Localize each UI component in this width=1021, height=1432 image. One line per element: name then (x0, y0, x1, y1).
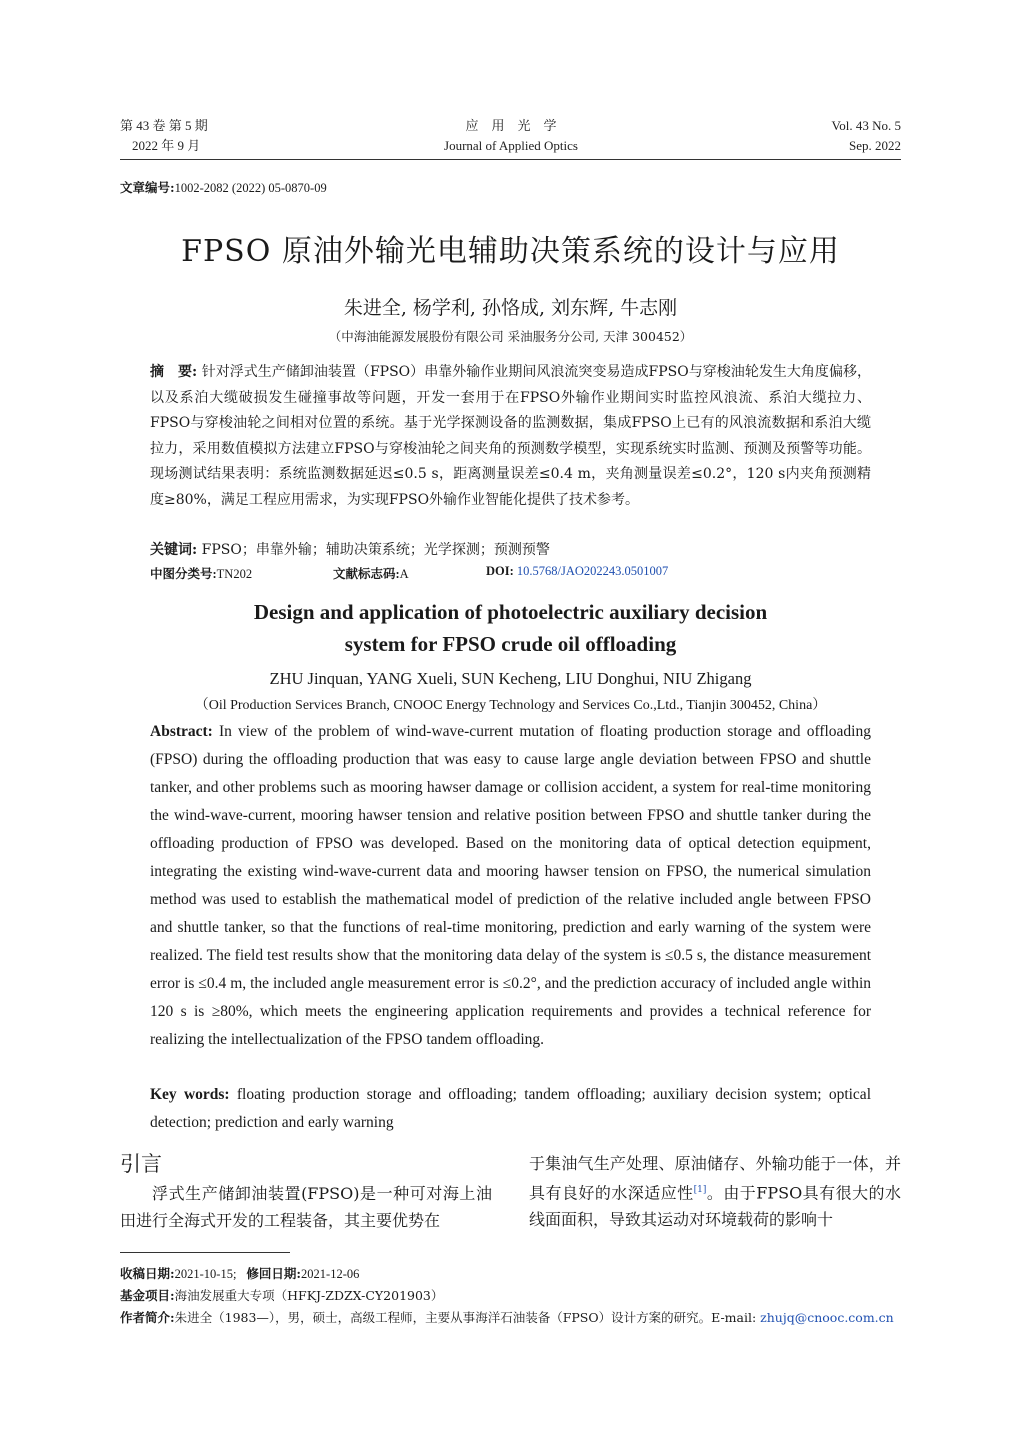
article-number (120, 178, 327, 196)
header-volume-issue: 第 43 卷 第 5 期 (120, 118, 208, 133)
keywords-en-text: floating production storage and offloading; tandem offloading; auxiliary decision system; optical detection; prediction and early warning (150, 1086, 871, 1131)
bio-value: 朱进全（1983—），男，硕士，高级工程师，主要从事海洋石油装备（FPSO）设计方案的研究。E-mail: (174, 1310, 761, 1325)
header-vol-no: Vol. 43 No. 5 (831, 118, 901, 133)
doc-code-label: 文献标志码: (333, 567, 400, 581)
header-journal (400, 116, 622, 156)
doc-code-value: A (399, 567, 409, 581)
affiliation-cn: （中海油能源发展股份有限公司 采油服务分公司, 天津 300452） (328, 329, 693, 344)
clc-number (150, 564, 252, 582)
received-value: 2021-10-15; (174, 1267, 237, 1281)
header-date-cn: 2022 年 9 月 (132, 138, 201, 153)
abstract-en-text: In view of the problem of wind-wave-current mutation of floating production storage and offloading (FPSO) during the offloading production that was easy to cause large angle deviation between FPSO and shuttle tanker, and other problems such as mooring hawser damage or collision accident, a system for real-time monitoring the wind-wave-current, mooring hawser tension and relative position between FPSO and shuttle tanker during the offloading production of FPSO was developed. Based on the monitoring data of optical detection equipment, integrating the existing wind-wave-current data and mooring hawser tension on FPSO, the numerical simulation method was used to establish the mathematical model of prediction of the relative included angle between FPSO and shuttle tanker, so that the functions of real-time monitoring, prediction and early warning of the system were realized. The field test results show that the monitoring data delay of the system is ≤0.5 s, the distance measurement error is ≤0.4 m, the included angle measurement error is ≤0.2°, and the prediction accuracy of included angle within 120 s is ≥80%, which meets the engineering application requirements and provides a technical reference for realizing the intellectualization of the FPSO tandem offloading. (150, 723, 871, 1048)
doi-label: DOI: (486, 564, 514, 578)
fund-value: 海油发展重大专项（HFKJ-ZDZX-CY201903） (174, 1288, 444, 1303)
document-code (333, 564, 409, 582)
section-heading-introduction: 引言 (120, 1152, 162, 1176)
paper-title-cn: FPSO 原油外输光电辅助决策系统的设计与应用 (181, 234, 840, 269)
footnote-dates (120, 1263, 901, 1285)
revised-label: 修回日期: (246, 1266, 302, 1281)
header-date-en: Sep. 2022 (849, 138, 901, 153)
citation-ref[interactable]: [1] (693, 1185, 707, 1195)
footnote-author-bio (120, 1307, 901, 1329)
header-divider (120, 159, 901, 160)
affiliation-en: （Oil Production Services Branch, CNOOC Energy Technology and Services Co.,Ltd., Tianjin 300452, China） (194, 698, 827, 713)
doi-link[interactable]: 10.5768/JAO202243.0501007 (513, 564, 669, 578)
abstract-en-label: Abstract: (150, 723, 213, 740)
header-issue (120, 116, 208, 156)
journal-name-cn: 应 用 光 学 (465, 118, 557, 133)
revised-value: 2021-12-06 (301, 1267, 360, 1281)
abstract-cn-label: 摘 要: (150, 364, 198, 380)
keywords-en-label: Key words: (150, 1086, 230, 1103)
intro-paragraph-right (529, 1150, 901, 1233)
bio-label: 作者简介: (120, 1310, 175, 1325)
header-volume-en (832, 116, 901, 156)
footnote-divider (120, 1252, 290, 1253)
article-number-value: 1002-2082 (2022) 05-0870-09 (174, 181, 327, 195)
footnotes (120, 1263, 901, 1329)
fund-label: 基金项目: (120, 1288, 175, 1303)
paper-title-en-line1: Design and application of photoelectric auxiliary decision (253, 600, 768, 624)
authors-cn: 朱进全, 杨学利, 孙恪成, 刘东辉, 牛志刚 (343, 297, 678, 319)
journal-name-en: Journal of Applied Optics (444, 138, 578, 153)
paper-title-en (0, 596, 1021, 660)
received-label: 收稿日期: (120, 1266, 175, 1281)
abstract-cn (150, 360, 871, 513)
footnote-fund (120, 1285, 901, 1307)
author-email-link[interactable]: zhujq@cnooc.com.cn (760, 1310, 894, 1325)
paper-title-en-line2: system for FPSO crude oil offloading (344, 632, 677, 656)
keywords-cn-text: FPSO；串靠外输；辅助决策系统；光学探测；预测预警 (197, 542, 550, 558)
keywords-cn (150, 539, 871, 559)
keywords-cn-label: 关键词: (150, 542, 198, 558)
abstract-cn-text: 针对浮式生产储卸油装置（FPSO）串靠外输作业期间风浪流突变易造成FPSO与穿梭油轮发生大角度偏移，以及系泊大缆破损发生碰撞事故等问题，开发一套用于在FPSO外输作业期间实时监控风浪流、系泊大缆拉力、FPSO与穿梭油轮之间相对位置的系统。基于光学探测设备的监测数据，集成FPSO上已有的风浪流数据和系泊大缆拉力，采用数值模拟方法建立FPSO与穿梭油轮之间夹角的预测数学模型，实现系统实时监测、预测及预警等功能。现场测试结果表明：系统监测数据延迟≤0.5 s，距离测量误差≤0.4 m，夹角测量误差≤0.2°，120 s内夹角预测精度≥80%，满足工程应用需求，为实现FPSO外输作业智能化提供了技术参考。 (150, 364, 871, 508)
intro-paragraph-left: 浮式生产储卸油装置(FPSO)是一种可对海上油田进行全海式开发的工程装备，其主要优势在 (120, 1184, 492, 1230)
intro-right-text-b: 。由于FPSO具有很大的水线面面积，导致其运动对环境载荷的影响十 (529, 1183, 901, 1230)
abstract-en (150, 718, 871, 1054)
clc-value: TN202 (216, 567, 253, 581)
article-number-label: 文章编号: (120, 180, 175, 195)
doi (486, 564, 668, 579)
clc-label: 中图分类号: (150, 567, 217, 581)
keywords-en (150, 1081, 871, 1137)
intro-right-text-a: 于集油气生产处理、原油储存、外输功能于一体，并具有良好的水深适应性 (529, 1154, 901, 1203)
authors-en: ZHU Jinquan, YANG Xueli, SUN Kecheng, LIU Donghui, NIU Zhigang (269, 669, 752, 688)
